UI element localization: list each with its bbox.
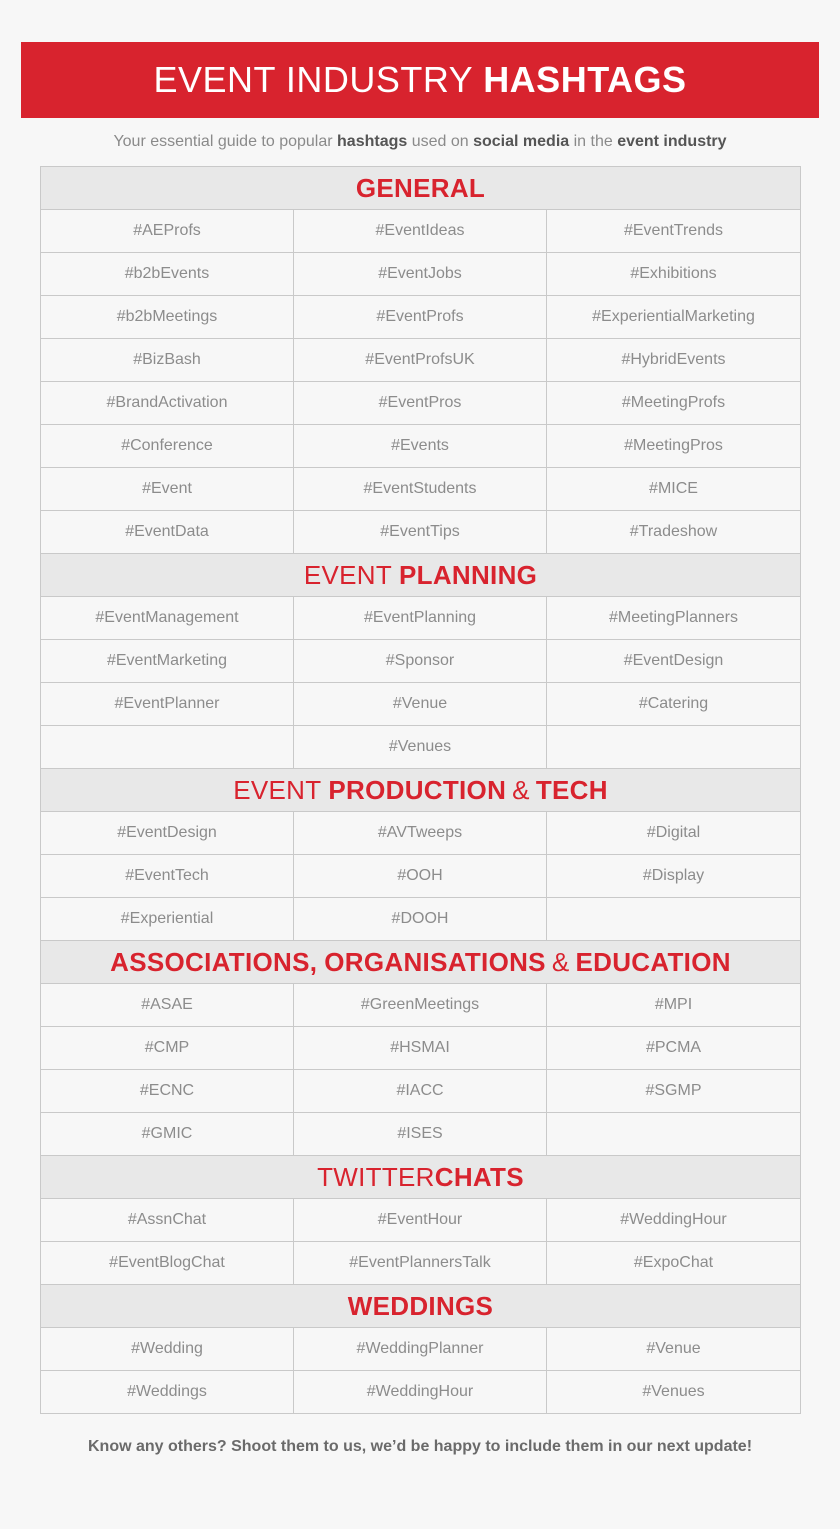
table-row bbox=[40, 253, 801, 296]
hashtag-cell: #Conference bbox=[40, 425, 293, 467]
table-row bbox=[40, 812, 801, 855]
title-light: EVENT INDUSTRY bbox=[153, 59, 474, 100]
hashtag-cell: #OOH bbox=[293, 855, 546, 897]
section-heading bbox=[40, 554, 801, 597]
section-heading-part: CHATS bbox=[434, 1161, 524, 1192]
hashtag-cell: #GMIC bbox=[40, 1113, 293, 1155]
hashtag-cell: #EventIdeas bbox=[293, 210, 546, 252]
table-row bbox=[40, 511, 801, 554]
hashtag-cell: #Event bbox=[40, 468, 293, 510]
section-heading bbox=[40, 769, 801, 812]
hashtag-cell: #Venue bbox=[546, 1328, 801, 1370]
table-row bbox=[40, 425, 801, 468]
hashtag-cell: #Sponsor bbox=[293, 640, 546, 682]
table-row bbox=[40, 898, 801, 941]
hashtag-cell: #EventManagement bbox=[40, 597, 293, 639]
hashtag-cell: #EventPlanner bbox=[40, 683, 293, 725]
hashtag-cell: #ExperientialMarketing bbox=[546, 296, 801, 338]
hashtag-cell: #b2bMeetings bbox=[40, 296, 293, 338]
hashtag-cell: #Wedding bbox=[40, 1328, 293, 1370]
hashtag-cell: #Tradeshow bbox=[546, 511, 801, 553]
hashtag-cell: #GreenMeetings bbox=[293, 984, 546, 1026]
hashtag-cell: #Exhibitions bbox=[546, 253, 801, 295]
table-row bbox=[40, 1328, 801, 1371]
hashtag-cell: #HSMAI bbox=[293, 1027, 546, 1069]
section-heading bbox=[40, 1156, 801, 1199]
section-heading-part: EVENT bbox=[303, 559, 392, 590]
table-row bbox=[40, 1242, 801, 1285]
title-bold: HASHTAGS bbox=[483, 59, 687, 100]
section-heading bbox=[40, 167, 801, 210]
hashtag-cell: #IACC bbox=[293, 1070, 546, 1112]
hashtag-cell: #WeddingHour bbox=[293, 1371, 546, 1413]
subtitle-bold-1: hashtags bbox=[337, 133, 408, 150]
hashtag-cell bbox=[546, 726, 801, 768]
hashtag-cell: #MPI bbox=[546, 984, 801, 1026]
hashtag-cell: #BizBash bbox=[40, 339, 293, 381]
hashtag-cell: #WeddingPlanner bbox=[293, 1328, 546, 1370]
hashtag-cell: #EventHour bbox=[293, 1199, 546, 1241]
hashtag-cell bbox=[546, 898, 801, 940]
subtitle-text-2: used on bbox=[407, 133, 474, 150]
subtitle bbox=[0, 133, 840, 151]
hashtag-cell: #EventMarketing bbox=[40, 640, 293, 682]
section-heading-part: PRODUCTION bbox=[328, 774, 507, 805]
subtitle-bold-2: social media bbox=[473, 133, 570, 150]
hashtag-cell: #EventTrends bbox=[546, 210, 801, 252]
hashtag-cell: #Venues bbox=[293, 726, 546, 768]
subtitle-text-1: Your essential guide to popular bbox=[113, 133, 338, 150]
hashtag-cell: #EventBlogChat bbox=[40, 1242, 293, 1284]
hashtag-cell: #PCMA bbox=[546, 1027, 801, 1069]
hashtag-cell: #Venue bbox=[293, 683, 546, 725]
hashtag-cell: #ExpoChat bbox=[546, 1242, 801, 1284]
hashtag-cell: #EventProfs bbox=[293, 296, 546, 338]
hashtag-cell: #SGMP bbox=[546, 1070, 801, 1112]
table-row bbox=[40, 726, 801, 769]
hashtag-cell: #EventPros bbox=[293, 382, 546, 424]
section-heading-part: ORGANISATIONS bbox=[324, 946, 546, 977]
hashtag-cell: #WeddingHour bbox=[546, 1199, 801, 1241]
hashtag-cell: #AssnChat bbox=[40, 1199, 293, 1241]
hashtag-cell: #EventDesign bbox=[546, 640, 801, 682]
table-row bbox=[40, 1070, 801, 1113]
hashtag-cell: #Weddings bbox=[40, 1371, 293, 1413]
hashtag-cell: #ISES bbox=[293, 1113, 546, 1155]
hashtag-cell: #MeetingPlanners bbox=[546, 597, 801, 639]
hashtag-table bbox=[40, 166, 801, 1414]
table-row bbox=[40, 339, 801, 382]
section-heading-part: ASSOCIATIONS, bbox=[110, 946, 318, 977]
hashtag-cell: #MICE bbox=[546, 468, 801, 510]
table-row bbox=[40, 382, 801, 425]
table-row bbox=[40, 296, 801, 339]
subtitle-bold-3: event industry bbox=[617, 133, 727, 150]
table-row bbox=[40, 683, 801, 726]
hashtag-cell: #Display bbox=[546, 855, 801, 897]
hashtag-cell: #ASAE bbox=[40, 984, 293, 1026]
section-heading bbox=[40, 1285, 801, 1328]
table-row bbox=[40, 210, 801, 253]
table-row bbox=[40, 597, 801, 640]
hashtag-cell: #b2bEvents bbox=[40, 253, 293, 295]
hashtag-cell: #EventTech bbox=[40, 855, 293, 897]
title-banner bbox=[21, 42, 819, 118]
hashtag-cell: #AVTweeps bbox=[293, 812, 546, 854]
hashtag-cell: #EventDesign bbox=[40, 812, 293, 854]
footer-note: Know any others? Shoot them to us, we’d be happy to include them in our next update! bbox=[87, 1438, 753, 1455]
table-row bbox=[40, 640, 801, 683]
section-heading-part: EVENT bbox=[233, 774, 322, 805]
hashtag-cell: #DOOH bbox=[293, 898, 546, 940]
hashtag-cell: #EventData bbox=[40, 511, 293, 553]
hashtag-cell: #EventTips bbox=[293, 511, 546, 553]
hashtag-cell: #Events bbox=[293, 425, 546, 467]
table-row bbox=[40, 1371, 801, 1414]
section-heading-part: & bbox=[551, 946, 570, 977]
hashtag-cell: #Venues bbox=[546, 1371, 801, 1413]
table-row bbox=[40, 468, 801, 511]
section-heading-part: TECH bbox=[535, 774, 608, 805]
hashtag-cell: #AEProfs bbox=[40, 210, 293, 252]
hashtag-cell: #Experiential bbox=[40, 898, 293, 940]
table-row bbox=[40, 1199, 801, 1242]
hashtag-cell: #EventStudents bbox=[293, 468, 546, 510]
table-row bbox=[40, 1027, 801, 1070]
section-heading-part: GENERAL bbox=[355, 172, 486, 203]
section-heading bbox=[40, 941, 801, 984]
hashtag-cell: #EventPlanning bbox=[293, 597, 546, 639]
hashtag-cell bbox=[546, 1113, 801, 1155]
hashtag-cell: #HybridEvents bbox=[546, 339, 801, 381]
section-heading-part: EDUCATION bbox=[575, 946, 731, 977]
hashtag-cell: #CMP bbox=[40, 1027, 293, 1069]
table-row bbox=[40, 1113, 801, 1156]
hashtag-cell: #EventProfsUK bbox=[293, 339, 546, 381]
hashtag-cell: #EventJobs bbox=[293, 253, 546, 295]
table-row bbox=[40, 855, 801, 898]
hashtag-cell: #MeetingProfs bbox=[546, 382, 801, 424]
table-row bbox=[40, 984, 801, 1027]
section-heading-part: PLANNING bbox=[399, 559, 538, 590]
subtitle-text-3: in the bbox=[569, 133, 618, 150]
hashtag-cell: #MeetingPros bbox=[546, 425, 801, 467]
section-heading-part: WEDDINGS bbox=[347, 1290, 494, 1321]
section-heading-part: & bbox=[512, 774, 530, 805]
hashtag-cell: #Digital bbox=[546, 812, 801, 854]
hashtag-cell: #Catering bbox=[546, 683, 801, 725]
section-heading-part: TWITTER bbox=[317, 1161, 435, 1192]
hashtag-cell: #ECNC bbox=[40, 1070, 293, 1112]
hashtag-cell: #BrandActivation bbox=[40, 382, 293, 424]
hashtag-cell bbox=[40, 726, 293, 768]
hashtag-cell: #EventPlannersTalk bbox=[293, 1242, 546, 1284]
